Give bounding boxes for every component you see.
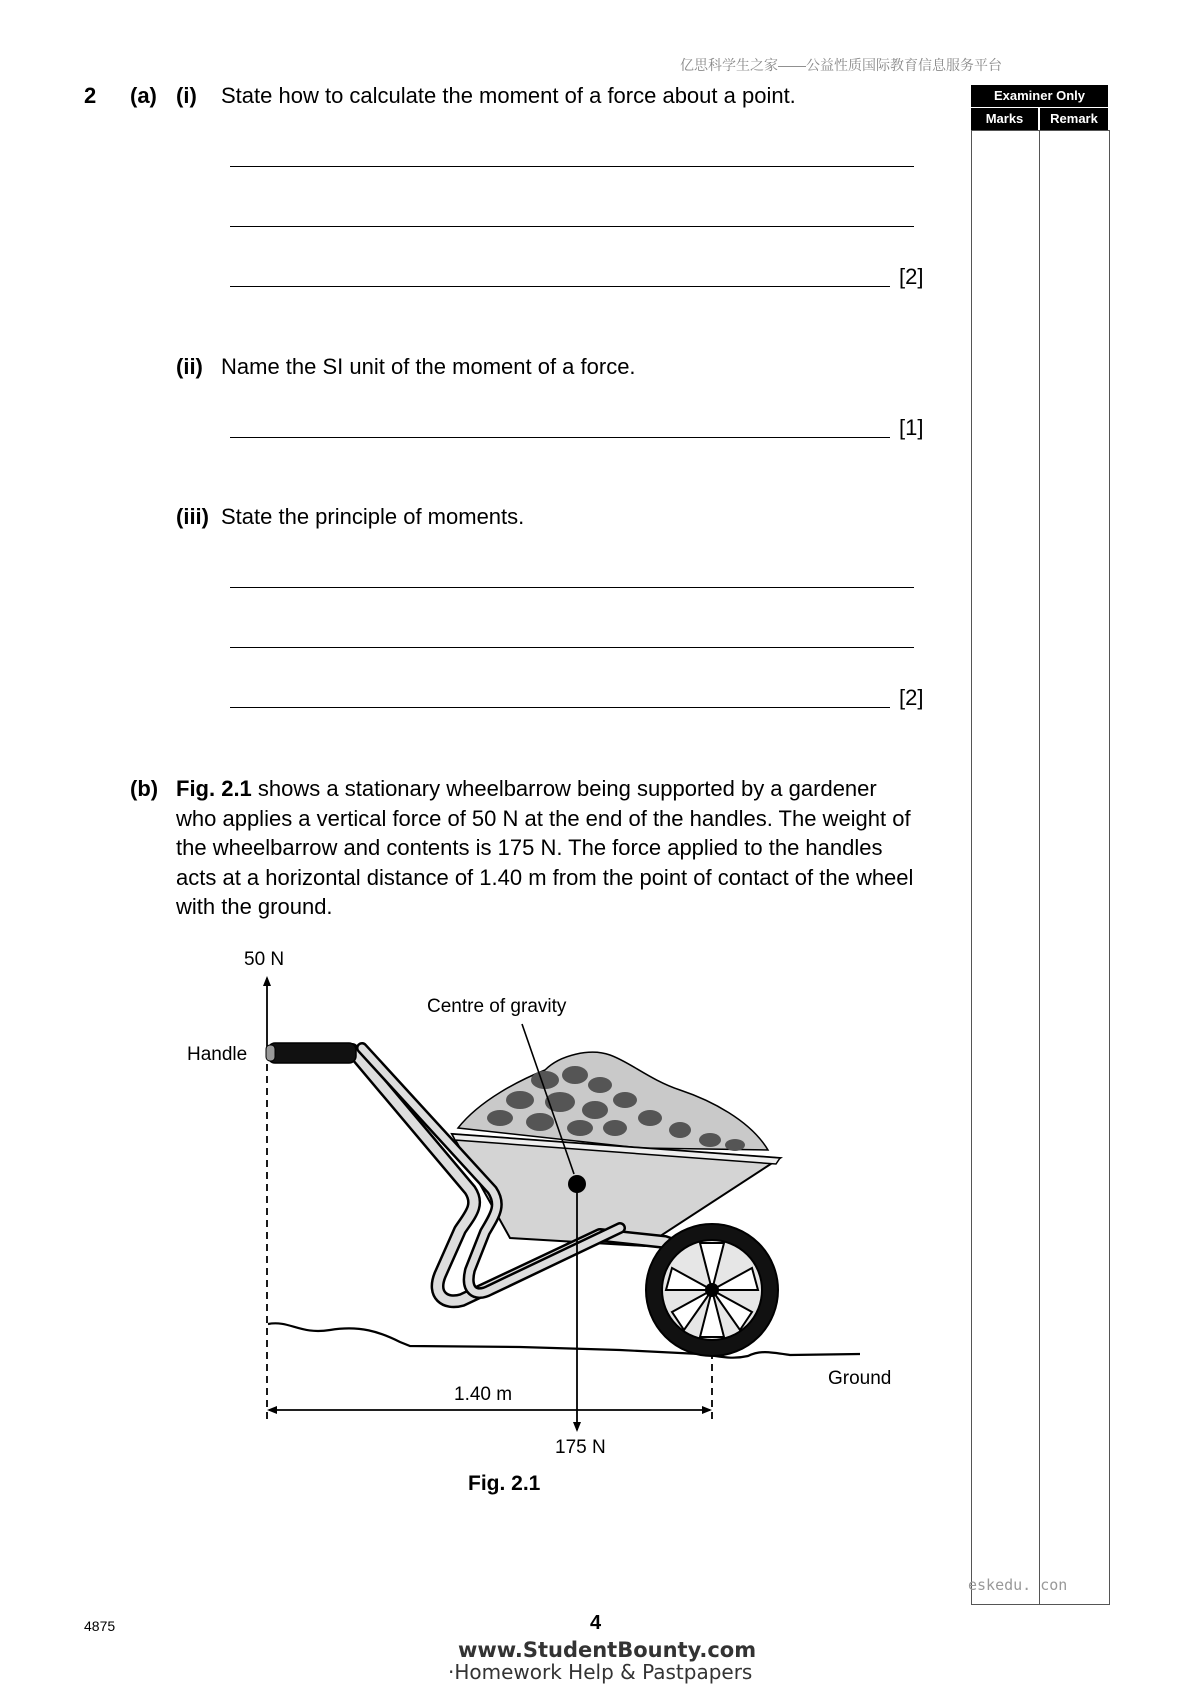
label-ground: Ground (828, 1368, 892, 1389)
marks-allocation: [1] (899, 415, 924, 440)
part-a-ii-text: Name the SI unit of the moment of a force. (221, 354, 636, 379)
header-watermark: 亿思科学生之家——公益性质国际教育信息服务平台 (680, 57, 1002, 73)
label-handle: Handle (187, 1044, 248, 1065)
part-b-label: (b) (130, 776, 159, 801)
examiner-only-heading: Examiner Only (971, 85, 1108, 107)
label-centre-of-gravity: Centre of gravity (427, 996, 567, 1017)
part-a-label: (a) (130, 83, 157, 108)
ground-line (268, 1323, 860, 1357)
marks-heading: Marks (971, 108, 1038, 130)
part-a-ii-label: (ii) (176, 354, 203, 379)
figure-reference: Fig. 2.1 (176, 776, 252, 801)
part-a-i-text: State how to calculate the moment of a force about a point. (221, 83, 796, 108)
label-175n: 175 N (555, 1437, 606, 1458)
studentbounty-url[interactable]: www.StudentBounty.com (458, 1638, 757, 1662)
handle-grip (268, 1043, 356, 1063)
paper-code: 4875 (84, 1618, 116, 1634)
part-a-iii-label: (iii) (176, 504, 209, 529)
remark-heading: Remark (1040, 108, 1108, 130)
figure-caption: Fig. 2.1 (468, 1472, 541, 1495)
marks-allocation: [2] (899, 685, 924, 710)
page-number: 4 (590, 1612, 602, 1634)
marks-allocation: [2] (899, 264, 924, 289)
part-b-text: shows a stationary wheelbarrow being supported by a gardener who applies a vertical force of 50 N at the end of the handles. The weight of the wheelbarrow and contents is 175 N. The force applied to the handles acts at a horizontal distance of 1.40 m from the point of contact of the wheel with the ground. (176, 776, 914, 919)
question-number: 2 (84, 83, 97, 108)
part-a-iii-text: State the principle of moments. (221, 504, 525, 529)
part-a-i-label: (i) (176, 83, 197, 108)
eskedu-watermark: eskedu. con (968, 1576, 1068, 1594)
label-distance: 1.40 m (454, 1384, 513, 1405)
label-50n: 50 N (244, 949, 285, 970)
studentbounty-tagline: ·Homework Help & Pastpapers (448, 1660, 753, 1684)
